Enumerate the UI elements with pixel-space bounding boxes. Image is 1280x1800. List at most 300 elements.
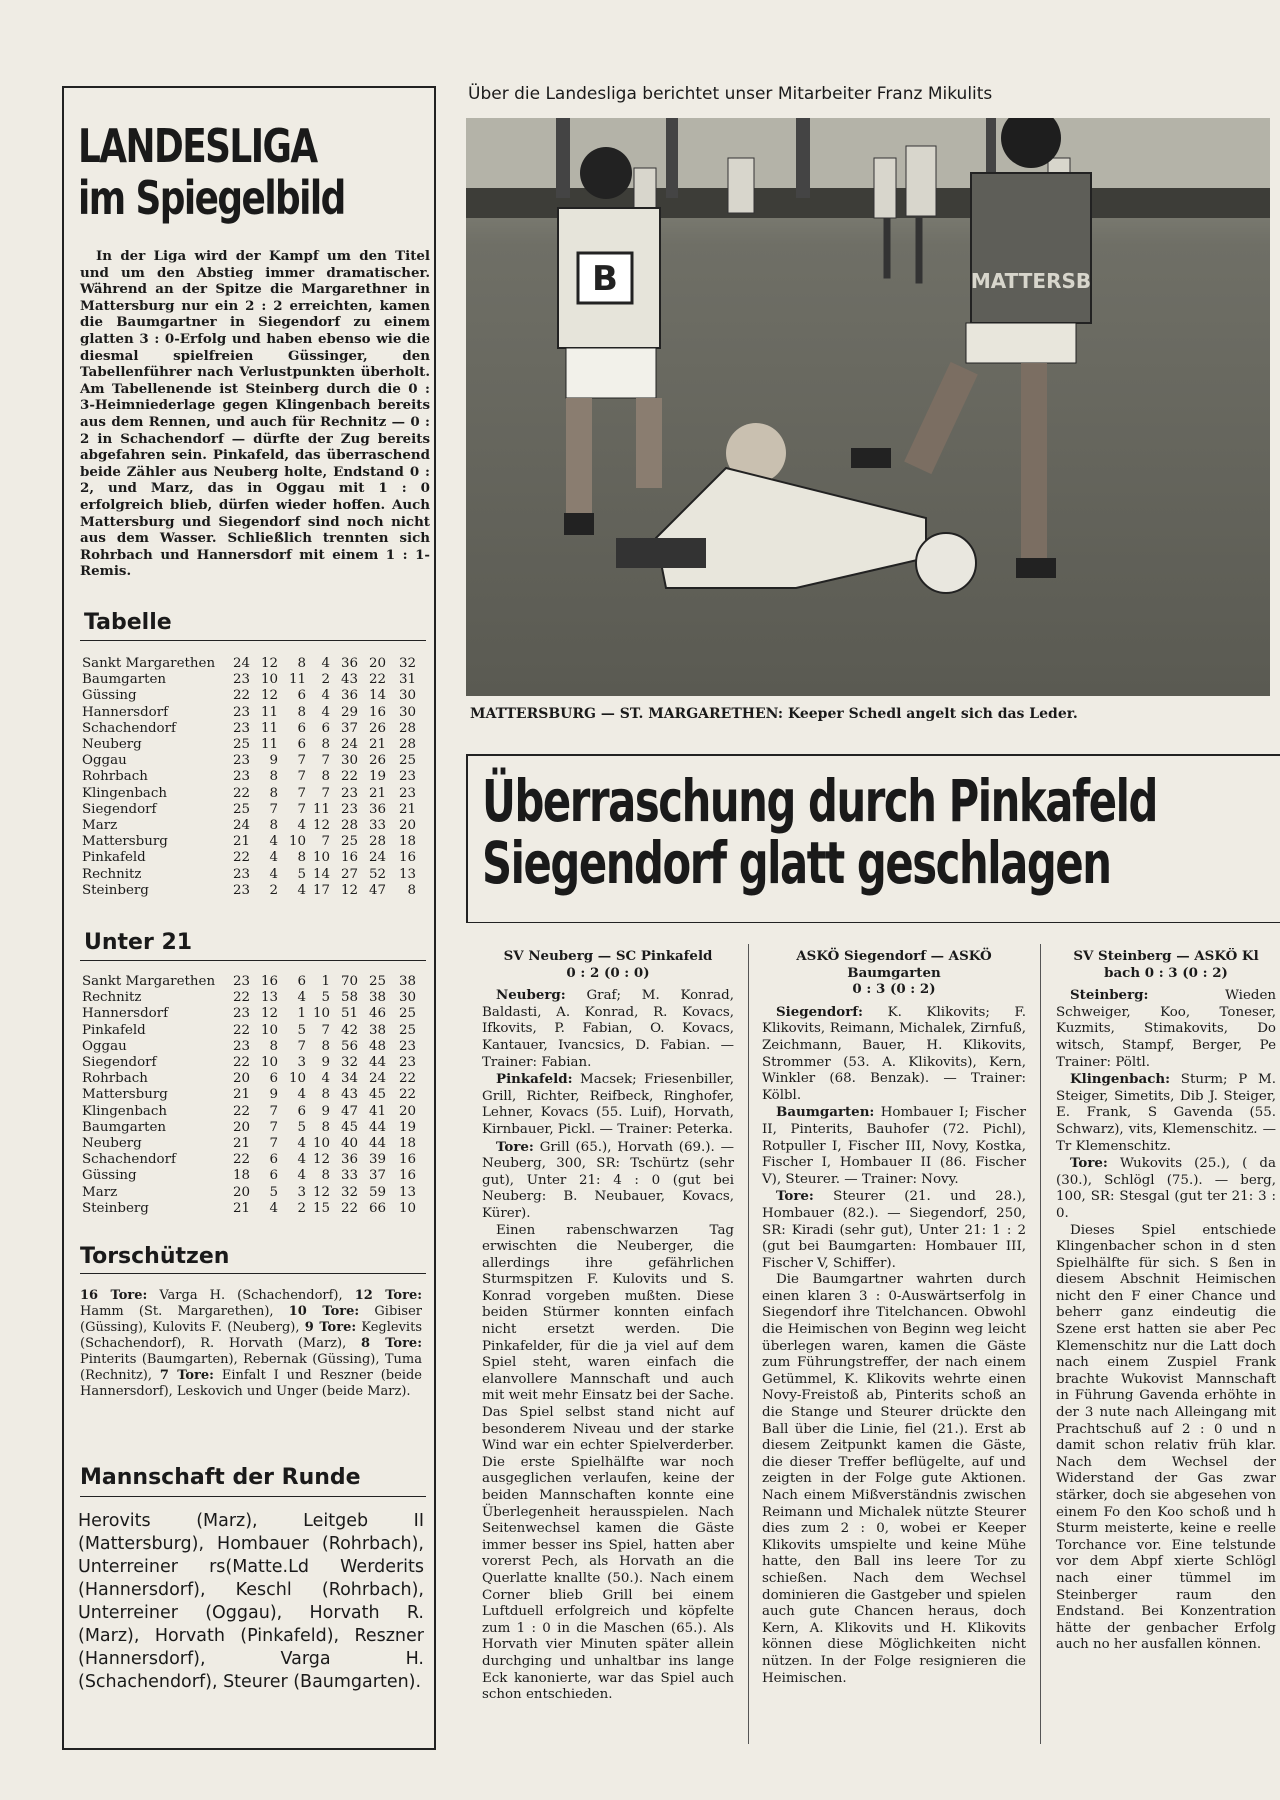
team-name: Oggau (82, 753, 127, 769)
team-name: Baumgarten (82, 1119, 167, 1135)
table-cell: 4 (321, 704, 330, 720)
table-cell: 20 (232, 1184, 250, 1200)
table-cell: 20 (398, 1103, 416, 1119)
table-cell: 2 (297, 1200, 306, 1216)
team-name: Mattersburg (82, 834, 168, 850)
scorer-names: Keglevits (Schachendorf), R. Horvath (Marz), (80, 1320, 422, 1351)
match-photo (466, 118, 1270, 696)
table-cell: 23 (398, 1038, 416, 1054)
table-cell: 7 (297, 801, 306, 817)
table-cell: 4 (269, 866, 278, 882)
standings-table (82, 656, 428, 900)
table-cell: 23 (232, 672, 250, 688)
table-cell: 4 (297, 1136, 306, 1151)
table-cell: 20 (232, 1071, 250, 1087)
table-cell: 4 (321, 688, 330, 704)
table-cell: 70 (340, 974, 358, 989)
table-cell: 21 (232, 1087, 250, 1103)
table-cell: 16 (398, 1168, 416, 1184)
table-cell: 6 (297, 974, 306, 989)
table-cell: 12 (312, 818, 330, 833)
table-cell: 48 (368, 1038, 386, 1054)
table-cell: 24 (340, 737, 358, 752)
team-name: Rechnitz (82, 990, 142, 1006)
table-cell: 2 (321, 672, 330, 688)
table-cell: 25 (232, 737, 250, 752)
table-cell: 10 (260, 1055, 278, 1070)
table-cell: 47 (368, 882, 386, 898)
table-cell: 19 (368, 769, 386, 785)
table-cell: 2 (269, 882, 278, 898)
col3-p3-label: Tore: (1070, 1155, 1108, 1172)
table-cell: 16 (368, 704, 386, 720)
table-cell: 8 (321, 737, 330, 752)
table-cell: 44 (368, 1119, 386, 1135)
col1-score: 0 : 2 (0 : 0) (566, 964, 650, 981)
table-cell: 23 (232, 1006, 250, 1022)
photo-illustration (466, 118, 1270, 696)
table-cell: 56 (340, 1038, 358, 1054)
col2-match: ASKÖ Siegendorf — ASKÖ Baumgarten (796, 948, 992, 981)
col2-p2: Hombauer I; Fischer II, Pinterits, Bauhofer (72. Pichl), Rotpuller I, Fischer III, Novy, Kostka, Fischer I, Hombauer II (86. Fischer V), Steurer. — Trainer: Novy. (762, 1105, 1026, 1187)
table-cell: 12 (312, 1152, 330, 1168)
scorer-goals: 12 Tore: (354, 1288, 423, 1303)
team-name: Sankt Margarethen (82, 656, 216, 671)
table-cell: 7 (297, 1038, 306, 1054)
table-cell: 13 (398, 866, 416, 882)
article-top-rule (466, 754, 1280, 757)
team-name: Güssing (82, 1168, 137, 1184)
table-cell: 3 (297, 1184, 306, 1200)
table-cell: 17 (312, 882, 330, 898)
table-cell: 8 (321, 1038, 330, 1054)
table-cell: 13 (260, 990, 278, 1006)
table-cell: 23 (398, 1055, 416, 1070)
table-cell: 20 (368, 656, 386, 671)
table-cell: 8 (321, 769, 330, 785)
table-cell: 21 (368, 785, 386, 801)
table-cell: 22 (340, 1200, 358, 1216)
col2-p4: Die Baumgartner wahrten durch einen klaren 3 : 0-Auswärtserfolg in Siegendorf ihre Titelchancen. Obwohl die Heimischen von Beginn weg leicht überlegen waren, kamen die Gäste zum Führungstreffer, der nach einem Getümmel, K. Klikovits wehrte einen Novy-Freistoß ab, Pinterits schoß an die Stange und Steurer drückte den Ball über die Linie, fiel (21.). Erst ab diesem Zeitpunkt kamen die Gäste, die dieser Treffer beflügelte, auf und zeigten in der Folge gute Aktionen. Nach einem Mißverständnis zwischen Reimann und Michalek nützte Steurer dies zum 2 : 0, wobei er Keeper Klikovits umspielte und keine Mühe hatte, den Ball ins leere Tor zu schießen. Nach dem Wechsel dominieren die Gastgeber und spielen auch gute Chancen heraus, doch Kern, A. Klikovits und H. Klikovits können diese Möglichkeiten nicht nützen. In der Folge resignieren die Heimischen. (762, 1272, 1026, 1686)
intro-text: In der Liga wird der Kampf um den Titel und um den Abstieg immer dramatischer. Während an der Spitze die Margarethner in Mattersburg nur ein 2 : 2 erreichten, kamen die Baumgartner in Siegendorf zu einem glatten 3 : 0-Erfolg und haben ebenso wie die diesmal spielfreien Güssinger, den Tabellenführer nach Verlustpunkten überholt. Am Tabellenende ist Steinberg durch die 0 : 3-Heimniederlage gegen Klingenbach bereits aus dem Rennen, und auch für Rechnitz — 0 : 2 in Schachendorf — dürfte der Zug bereits abgefahren sein. Pinkafeld, das überraschend beide Zähler aus Neuberg holte, Endstand 0 : 2, und Marz, das in Oggau mit 1 : 0 erfolgreich blieb, dürfen wieder hoffen. Auch Mattersburg und Siegendorf sind noch nicht aus dem Wasser. Schließlich trennten sich Rohrbach und Hannersdorf mit einem 1 : 1-Remis. (80, 248, 430, 580)
table-row (82, 721, 428, 737)
table-cell: 4 (269, 834, 278, 850)
col2-p1-label: Siegendorf: (776, 1003, 863, 1020)
team-name: Schachendorf (82, 1152, 176, 1168)
table-cell: 4 (269, 1200, 278, 1216)
table-cell: 8 (321, 1119, 330, 1135)
table-cell: 59 (368, 1184, 386, 1200)
table-cell: 6 (269, 1071, 278, 1087)
table-cell: 23 (340, 801, 358, 817)
table-cell: 5 (297, 1119, 306, 1135)
table-cell: 4 (297, 882, 306, 898)
team-name: Güssing (82, 688, 137, 704)
table-cell: 4 (297, 990, 306, 1006)
col2-p3-label: Tore: (776, 1188, 814, 1205)
table-cell: 41 (368, 1103, 386, 1119)
team-rule (80, 1496, 426, 1497)
table-cell: 32 (340, 1055, 358, 1070)
table-cell: 36 (340, 656, 358, 671)
table-cell: 22 (232, 1022, 250, 1038)
table-cell: 8 (321, 1087, 330, 1103)
table-cell: 7 (321, 785, 330, 801)
col3-p1-label: Steinberg: (1070, 987, 1149, 1004)
table-cell: 19 (398, 1119, 416, 1135)
table-cell: 34 (340, 1071, 358, 1087)
scorers-text (80, 1288, 422, 1400)
table-cell: 23 (232, 753, 250, 769)
table-cell: 45 (368, 1087, 386, 1103)
table-row (82, 1120, 428, 1136)
scorer-goals: 16 Tore: (80, 1288, 148, 1303)
table-cell: 18 (398, 1136, 416, 1151)
table-cell: 1 (321, 974, 330, 989)
table-cell: 21 (232, 1200, 250, 1216)
team-name: Rohrbach (82, 1071, 148, 1087)
team-of-round-text: Herovits (Marz), Leitgeb II (Mattersburg), Hombauer (Rohrbach), Unterreiner rs(Matte.Ld Werderits (Hannersdorf), Keschl (Rohrbach), Unterreiner (Oggau), Horvath R. (Marz), Horvath (Pinkafeld), Reszner (Hannersdorf), Varga H. (Schachendorf), Steurer (Baumgarten). (78, 1511, 424, 1692)
table-cell: 42 (340, 1022, 358, 1038)
table-cell: 10 (312, 1136, 330, 1151)
table-cell: 36 (340, 1152, 358, 1168)
table-cell: 24 (368, 1071, 386, 1087)
scorer-goals: 10 Tore: (288, 1304, 360, 1319)
team-name: Steinberg (82, 1200, 149, 1216)
table-cell: 10 (398, 1200, 416, 1216)
team-name: Sankt Margarethen (82, 974, 216, 989)
table-cell: 25 (340, 834, 358, 850)
table-row (82, 672, 428, 688)
table-cell: 33 (340, 1168, 358, 1184)
table-cell: 7 (269, 801, 278, 817)
table-cell: 27 (340, 866, 358, 882)
table-row (82, 737, 428, 753)
table-cell: 10 (260, 1022, 278, 1038)
team-name: Rohrbach (82, 769, 148, 785)
table-cell: 23 (232, 704, 250, 720)
team-name: Baumgarten (82, 672, 167, 688)
table-row (82, 1136, 428, 1152)
table-cell: 51 (340, 1006, 358, 1022)
table-cell: 36 (340, 688, 358, 704)
table-cell: 43 (340, 672, 358, 688)
table-cell: 23 (398, 769, 416, 785)
table-cell: 32 (398, 656, 416, 671)
table-cell: 29 (340, 704, 358, 720)
column-divider-1 (748, 944, 749, 1744)
table-row (82, 688, 428, 704)
table-cell: 22 (232, 990, 250, 1006)
table-cell: 12 (260, 688, 278, 704)
col3-match: SV Steinberg — ASKÖ Kl (1073, 948, 1259, 964)
table-cell: 25 (232, 801, 250, 817)
table-row (82, 818, 428, 834)
table-cell: 4 (297, 1168, 306, 1184)
table-cell: 26 (368, 720, 386, 736)
photo-caption-text: Keeper Schedl angelt sich das Leder. (783, 706, 1078, 722)
table-cell: 12 (260, 1006, 278, 1022)
table-cell: 12 (340, 882, 358, 898)
table-cell: 23 (232, 1038, 250, 1054)
table-cell: 18 (232, 1168, 250, 1184)
col3-p3: Wukovits (25.), ( da (30.), Schlögl (75.). — berg, 100, SR: Stesgal (gut ter 21: 3 : 0. (1056, 1156, 1276, 1221)
table-cell: 28 (340, 818, 358, 833)
table-cell: 45 (340, 1119, 358, 1135)
scorer-names: Varga H. (Schachendorf), (147, 1288, 355, 1303)
sidebar-headline (78, 120, 345, 224)
table-cell: 40 (340, 1136, 358, 1151)
table-cell: 37 (368, 1168, 386, 1184)
table-cell: 21 (232, 1136, 250, 1151)
scorer-names: Hamm (St. Margarethen), (80, 1304, 289, 1319)
table-cell: 24 (232, 818, 250, 833)
table-cell: 16 (398, 850, 416, 866)
table-cell: 32 (340, 1184, 358, 1200)
table-cell: 30 (398, 990, 416, 1006)
table-cell: 23 (340, 785, 358, 801)
table-cell: 22 (398, 1071, 416, 1087)
table-cell: 6 (297, 688, 306, 704)
table-row (82, 1023, 428, 1039)
photo-caption-bold: MATTERSBURG — ST. MARGARETHEN: (470, 706, 784, 722)
table-cell: 28 (398, 720, 416, 736)
table-row (82, 1104, 428, 1120)
table-cell: 4 (297, 1087, 306, 1103)
team-name: Oggau (82, 1038, 127, 1054)
table-cell: 8 (321, 1168, 330, 1184)
col1-p4: Einen rabenschwarzen Tag erwischten die Neuberger, die allerdings ihre gefährlichen Sturmspitzen F. Kulovits und S. Konrad vorgeben mußten. Diese beiden Stürmer konnten einfach nicht ersetzt werden. Die Pinkafelder, für die ja viel auf dem Spiel steht, waren einfach die elanvollere Mannschaft und auch mit weit mehr Einsatz bei der Sache. Das Spiel selbst stand nicht auf besonderem Niveau und der starke Wind war ein echter Spielverderber. Die erste Spielhälfte war noch ausgeglichen verlaufen, keine der beiden Mannschaften konnte eine Überlegenheit herausspielen. Nach Seitenwechsel kamen die Gäste immer besser ins Spiel, hatten aber vorerst Pech, als Horvath an die Querlatte knallte (50.). Nach einem Corner blieb Grill bei einem Luftduell erfolgreich und köpfelte zum 1 : 0 in die Maschen (65.). Als Horvath vier Minuten später allein durchging und unhaltbar ins lange Eck kanonierte, war das Spiel auch schon entschieden. (482, 1222, 734, 1703)
table-cell: 7 (321, 834, 330, 850)
col3-p2: Sturm; P M. Steiger, Simetits, Dib J. Steiger, E. Frank, S Gavenda (55. Schwarz), vits, Klemenschitz. — Tr Klemenschitz. (1056, 1072, 1276, 1154)
table-cell: 11 (260, 737, 278, 752)
table-cell: 23 (398, 785, 416, 801)
table-cell: 8 (297, 656, 306, 671)
table-cell: 7 (321, 753, 330, 769)
table-cell: 4 (297, 1152, 306, 1168)
table-cell: 8 (269, 1038, 278, 1054)
table-cell: 25 (398, 1006, 416, 1022)
col2-p1: K. Klikovits; F. Klikovits, Reimann, Michalek, Zirnfuß, Zeichmann, Bauer, H. Klikovits, Strommer (53. A. Klikovits), Kern, Winkler (68. Benzak). — Trainer: Kölbl. (762, 1004, 1026, 1103)
table-cell: 22 (232, 688, 250, 704)
table-cell: 8 (297, 850, 306, 866)
table-cell: 44 (368, 1055, 386, 1070)
table-cell: 11 (260, 720, 278, 736)
table-cell: 30 (398, 704, 416, 720)
table-cell: 6 (297, 720, 306, 736)
table-cell: 4 (297, 818, 306, 833)
article-left-rule (466, 754, 468, 922)
table-cell: 10 (312, 850, 330, 866)
table-cell: 14 (312, 866, 330, 882)
team-name: Klingenbach (82, 1103, 167, 1119)
table-row (82, 705, 428, 721)
table-cell: 25 (398, 753, 416, 769)
table-cell: 23 (232, 882, 250, 898)
table-cell: 7 (297, 753, 306, 769)
u21-table (82, 974, 428, 1218)
u21-rule (80, 960, 426, 961)
table-cell: 20 (232, 1119, 250, 1135)
col3-score: bach 0 : 3 (0 : 2) (1104, 964, 1228, 981)
team-name: Klingenbach (82, 785, 167, 801)
table-cell: 5 (321, 990, 330, 1006)
table-cell: 37 (340, 720, 358, 736)
table-cell: 6 (297, 1103, 306, 1119)
table-row (82, 769, 428, 785)
table-cell: 38 (368, 990, 386, 1006)
col1-p3-label: Tore: (496, 1138, 534, 1155)
table-cell: 22 (232, 785, 250, 801)
col1-match: SV Neuberg — SC Pinkafeld (503, 948, 713, 964)
table-title: Tabelle (84, 610, 172, 635)
scorers-rule (80, 1273, 426, 1274)
table-cell: 8 (407, 882, 416, 898)
table-cell: 6 (269, 1168, 278, 1184)
table-cell: 8 (269, 769, 278, 785)
table-cell: 22 (398, 1087, 416, 1103)
col1-p3: Grill (65.), Horvath (69.). — Neuberg, 300, SR: Tschürtz (sehr gut), Unter 21: 4 : 0 (gut bei Neuberg: B. Neubauer, Kovacs, Kürer). (482, 1139, 734, 1221)
table-cell: 13 (398, 1184, 416, 1200)
table-cell: 14 (368, 688, 386, 704)
table-cell: 10 (260, 672, 278, 688)
table-cell: 5 (269, 1184, 278, 1200)
table-cell: 7 (269, 1103, 278, 1119)
table-rule (80, 640, 426, 641)
scorer-goals: 7 Tore: (159, 1368, 214, 1383)
scorer-goals: 8 Tore: (361, 1336, 422, 1351)
table-row (82, 1152, 428, 1168)
team-name: Marz (82, 1184, 118, 1200)
column-divider-2 (1040, 944, 1041, 1744)
table-cell: 30 (398, 688, 416, 704)
table-cell: 7 (269, 1119, 278, 1135)
scorer-names: Pinterits (Baumgarten), Rebernak (Güssing), Tuma (Rechnitz), (80, 1352, 422, 1383)
team-name: Pinkafeld (82, 1022, 146, 1038)
scorer-names: Einfalt I und Reszner (beide Hannersdorf), Leskovich und Unger (beide Marz). (80, 1368, 422, 1399)
table-row (82, 1055, 428, 1071)
team-name: Pinkafeld (82, 850, 146, 866)
table-cell: 5 (297, 866, 306, 882)
article-headline-line-2: Siegendorf glatt geschlagen (482, 829, 1111, 897)
table-cell: 4 (321, 656, 330, 671)
table-cell: 21 (232, 834, 250, 850)
table-row (82, 786, 428, 802)
table-cell: 16 (340, 850, 358, 866)
article-header-rule (466, 922, 1280, 923)
table-row (82, 1071, 428, 1087)
table-cell: 11 (288, 672, 306, 688)
table-cell: 58 (340, 990, 358, 1006)
team-name: Schachendorf (82, 720, 176, 736)
table-cell: 20 (398, 818, 416, 833)
table-row (82, 753, 428, 769)
table-row (82, 1006, 428, 1022)
table-row (82, 883, 428, 899)
table-row (82, 1039, 428, 1055)
table-cell: 18 (398, 834, 416, 850)
table-cell: 36 (368, 801, 386, 817)
table-cell: 28 (368, 834, 386, 850)
team-name: Siegendorf (82, 1055, 157, 1070)
table-cell: 9 (269, 1087, 278, 1103)
table-cell: 10 (288, 1071, 306, 1087)
table-cell: 22 (232, 850, 250, 866)
table-cell: 23 (232, 720, 250, 736)
table-cell: 26 (368, 753, 386, 769)
svg-text:B: B (592, 259, 618, 299)
table-cell: 16 (260, 974, 278, 989)
col2-score: 0 : 3 (0 : 2) (852, 981, 936, 998)
table-cell: 15 (312, 1200, 330, 1216)
table-cell: 23 (232, 769, 250, 785)
table-cell: 25 (398, 1022, 416, 1038)
table-cell: 7 (297, 769, 306, 785)
article-column-2 (762, 948, 1026, 1687)
table-cell: 10 (312, 1006, 330, 1022)
table-cell: 3 (297, 1055, 306, 1070)
table-cell: 12 (312, 1184, 330, 1200)
table-cell: 22 (232, 1103, 250, 1119)
article-column-3 (1056, 948, 1276, 1654)
table-cell: 7 (321, 1022, 330, 1038)
table-cell: 44 (368, 1136, 386, 1151)
table-cell: 4 (321, 1071, 330, 1087)
table-cell: 21 (398, 801, 416, 817)
table-cell: 46 (368, 1006, 386, 1022)
table-cell: 23 (232, 866, 250, 882)
table-row (82, 867, 428, 883)
team-name: Neuberg (82, 737, 142, 752)
team-name: Marz (82, 818, 118, 833)
table-cell: 10 (288, 834, 306, 850)
table-cell: 22 (368, 672, 386, 688)
table-cell: 25 (368, 974, 386, 989)
u21-title: Unter 21 (84, 930, 193, 955)
team-title: Mannschaft der Runde (80, 1465, 361, 1490)
table-cell: 22 (232, 1055, 250, 1070)
table-row (82, 1201, 428, 1217)
photo-caption (470, 706, 1078, 722)
table-cell: 6 (321, 720, 330, 736)
team-name: Siegendorf (82, 801, 157, 817)
article-column-1 (482, 948, 734, 1704)
col3-p2-label: Klingenbach: (1070, 1071, 1171, 1088)
table-row (82, 974, 428, 990)
headline-line-1: LANDESLIGA (78, 119, 317, 173)
table-cell: 38 (398, 974, 416, 989)
scorer-goals: 9 Tore: (304, 1320, 357, 1335)
col3-p4: Dieses Spiel entschiede Klingenbacher schon in d sten Spielhälfte für sich. S ßen in diesem Abschnit Heimischen nicht den F einer Chance und beherr ganz eindeutig die Szene erst hatten sie aber Pec Klemenschitz nur die Latt doch nach einem Zuspiel Frank brachte Wukovist Mannschaft in Führung Gavenda erhöhte in der 3 nute nach Alleingang mit Prachtschuß auf 2 : 0 und n damit schon relativ früh klar. Nach dem Wechsel der Widerstand der Gas zwar stärker, doch sie abgesehen von einem Fo den Koo schoß und h Sturm meisterte, keine e reelle Torchance vor. Eine telstunde vor dem Abpf xierte Schlögl nach einer tümmel im Steinberger raum den Endstand. Bei Konzentration hätte der genbacher Erfolg auch no her ausfallen können. (1056, 1222, 1276, 1653)
table-row (82, 1087, 428, 1103)
team-name: Neuberg (82, 1136, 142, 1151)
scorer-names: Gibiser (Güssing), Kulovits F. (Neuberg), (80, 1304, 423, 1335)
table-cell: 23 (232, 974, 250, 989)
table-cell: 6 (297, 737, 306, 752)
col1-p2-label: Pinkafeld: (496, 1071, 573, 1088)
table-cell: 4 (269, 850, 278, 866)
table-cell: 9 (269, 753, 278, 769)
col1-p2: Macsek; Friesenbiller, Grill, Richter, Reifbeck, Ringhofer, Lehner, Kovacs (55. Luif), Horvath, Kirnbauer, Pickl. — Trainer: Peterka. (482, 1072, 734, 1137)
table-cell: 8 (269, 785, 278, 801)
table-cell: 28 (398, 737, 416, 752)
table-row (82, 1185, 428, 1201)
article-headline-line-1: Überraschung durch Pinkafeld (482, 767, 1157, 835)
team-name: Hannersdorf (82, 1006, 169, 1022)
table-cell: 8 (297, 704, 306, 720)
table-cell: 33 (368, 818, 386, 833)
table-cell: 31 (398, 672, 416, 688)
